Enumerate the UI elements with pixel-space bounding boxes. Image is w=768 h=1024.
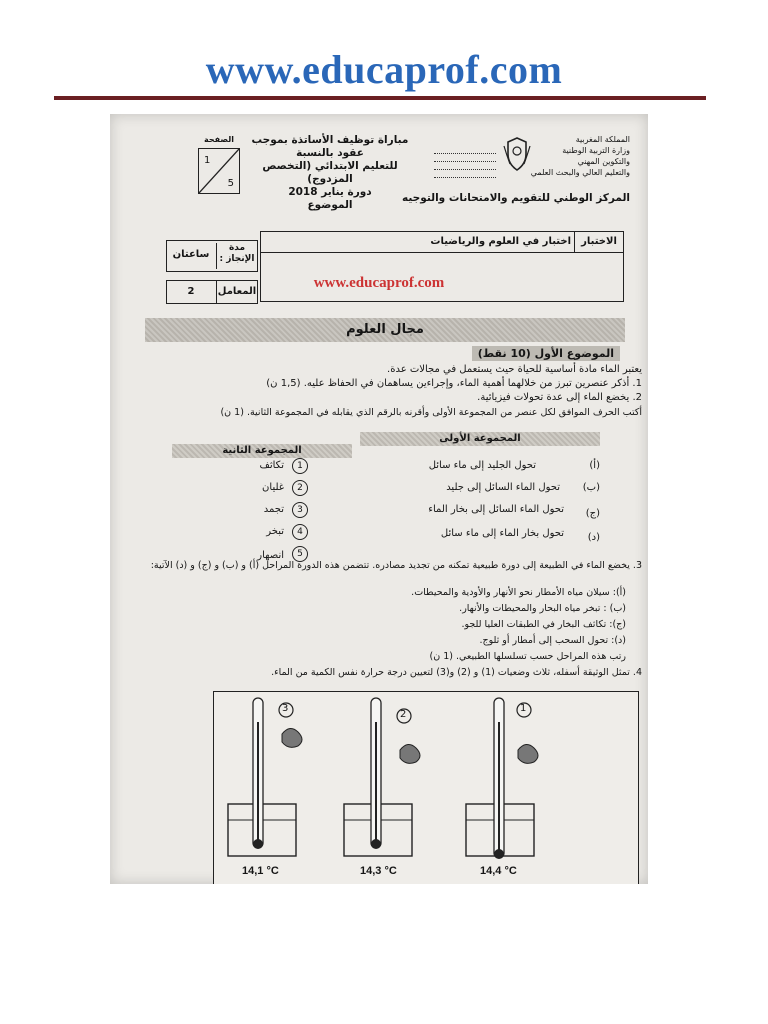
question-2: 2. يخضع الماء إلى عدة تحولات فيزيائية. (477, 392, 642, 403)
situation-number: 3 (282, 703, 289, 714)
exam-session: دورة يناير 2018 (288, 186, 372, 198)
temperature-reading: 14,4 °C (480, 865, 517, 877)
list-item (400, 482, 600, 502)
item-number: 3 (292, 502, 308, 518)
watermark-link[interactable]: www.educaprof.com (313, 275, 445, 291)
list-item (230, 480, 310, 498)
tifinagh-header (434, 146, 496, 182)
question-4: 4. تمثل الوثيقة أسفله، ثلاث وضعيات (1) و (2) و(3) لتعيين درجة حرارة نفس الكمية من الماء. (271, 667, 642, 678)
center-name: المركز الوطني للتقويم والامتحانات والتوجيه (402, 192, 630, 204)
list-item (230, 502, 310, 520)
list-item (394, 528, 614, 548)
duration-label: مدة الإنجاز : (216, 243, 257, 269)
question-3: 3. يخضع الماء في الطبيعة إلى دورة طبيعية تمكنه من تجديد مصادره. تتضمن هذه الدورة المراحل (أ) و (ب) و (ج) و (د) الآتية: (150, 560, 642, 571)
site-title[interactable]: www.educaprof.com (205, 47, 563, 92)
ministry-line: وزارة التربية الوطنية (562, 146, 630, 155)
item-letter: (د) (587, 532, 600, 543)
item-text: تحول الجليد إلى ماء سائل (428, 460, 536, 471)
question-3-instruction: رتب هذه المراحل حسب تسلسلها الطبيعي. (1 ن) (429, 651, 626, 662)
duration-value: ساعتان (172, 249, 210, 260)
situation-1-illustration (466, 698, 538, 859)
item-letter: (ب) (582, 482, 600, 493)
list-item (230, 458, 310, 476)
item-text: تكاثف (259, 460, 284, 471)
section-banner (145, 318, 625, 342)
item-number: 1 (292, 458, 308, 474)
section-title: مجال العلوم (346, 322, 424, 337)
question-1: 1. أذكر عنصرين تبرز من خلالهما أهمية الماء، وإجراءين يساهمان في الحفاظ عليه. (1,5 ن) (266, 378, 642, 389)
stage-item: (أ): سيلان مياه الأمطار نحو الأنهار والأودية والمحيطات. (411, 587, 626, 598)
situation-number: 1 (520, 703, 527, 714)
ministry-line: والتعليم العالي والبحث العلمي (530, 168, 630, 177)
thermometer-figure (213, 691, 639, 884)
test-value: اختبار في العلوم والرياضيات (430, 236, 571, 247)
item-text: تحول الماء السائل إلى جليد (446, 482, 560, 493)
temperature-reading: 14,1 °C (242, 865, 279, 877)
duration-box (166, 240, 258, 272)
group-2-list (230, 458, 310, 568)
item-text: تحول بخار الماء إلى ماء سائل (440, 528, 564, 539)
subject-heading: الموضوع الأول (10 نقط) (472, 346, 620, 361)
situation-3-illustration (228, 698, 302, 856)
item-text: انصهار (257, 550, 284, 561)
exam-subject-label: الموضوع (307, 199, 353, 211)
item-number: 2 (292, 480, 308, 496)
question-2-instruction: أكتب الحرف الموافق لكل عنصر من المجموعة الأولى وأقرنه بالرقم الذي يقابله في المجموعة الثانية. (1 ن) (220, 407, 642, 418)
list-item (230, 524, 310, 542)
coefficient-value: 2 (187, 286, 195, 297)
item-text: تجمد (263, 504, 284, 515)
list-item (394, 504, 614, 524)
intro-text: يعتبر الماء مادة أساسية للحياة حيث يستعمل في مجالات عدة. (387, 364, 642, 375)
item-text: غليان (262, 482, 284, 493)
item-text: تبخر (266, 526, 284, 537)
group-2-title: المجموعة الثانية (172, 444, 352, 458)
test-label: الاختبار (574, 232, 623, 252)
stage-item: (د): تحول السحب إلى أمطار أو ثلوج. (479, 635, 626, 646)
thermometer-diagram (214, 692, 638, 884)
coefficient-label: المعامل (216, 281, 257, 303)
exam-title-line: مباراة توظيف الأساتذة بموجب عقود بالنسبة (251, 134, 409, 159)
group-1-title: المجموعة الأولى (360, 432, 600, 446)
temperature-reading: 14,3 °C (360, 865, 397, 877)
page-label: الصفحة (203, 135, 234, 144)
page-current: 1 (204, 155, 211, 166)
ministry-line: والتكوين المهني (577, 157, 630, 166)
item-letter: (ج) (585, 508, 600, 519)
list-item (400, 460, 600, 480)
item-text: تحول الماء السائل إلى بخار الماء (428, 504, 564, 515)
header-divider (54, 96, 706, 100)
scanned-exam-page (110, 114, 648, 884)
exam-title-line: للتعليم الابتدائي (التخصص المزدوج) (262, 160, 398, 185)
stage-item: (ب) : تبخر مياه البحار والمحيطات والأنهار. (459, 603, 626, 614)
page-total: 5 (227, 178, 234, 189)
coat-of-arms-icon (502, 136, 532, 172)
test-info-row (260, 231, 624, 253)
page-number-box (198, 135, 240, 194)
item-number: 5 (292, 546, 308, 562)
situation-number: 2 (400, 709, 407, 720)
stage-item: (ج): تكاثف البخار في الطبقات العليا للجو. (461, 619, 626, 630)
ministry-line: المملكة المغربية (575, 135, 630, 144)
item-letter: (أ) (589, 460, 600, 471)
item-number: 4 (292, 524, 308, 540)
